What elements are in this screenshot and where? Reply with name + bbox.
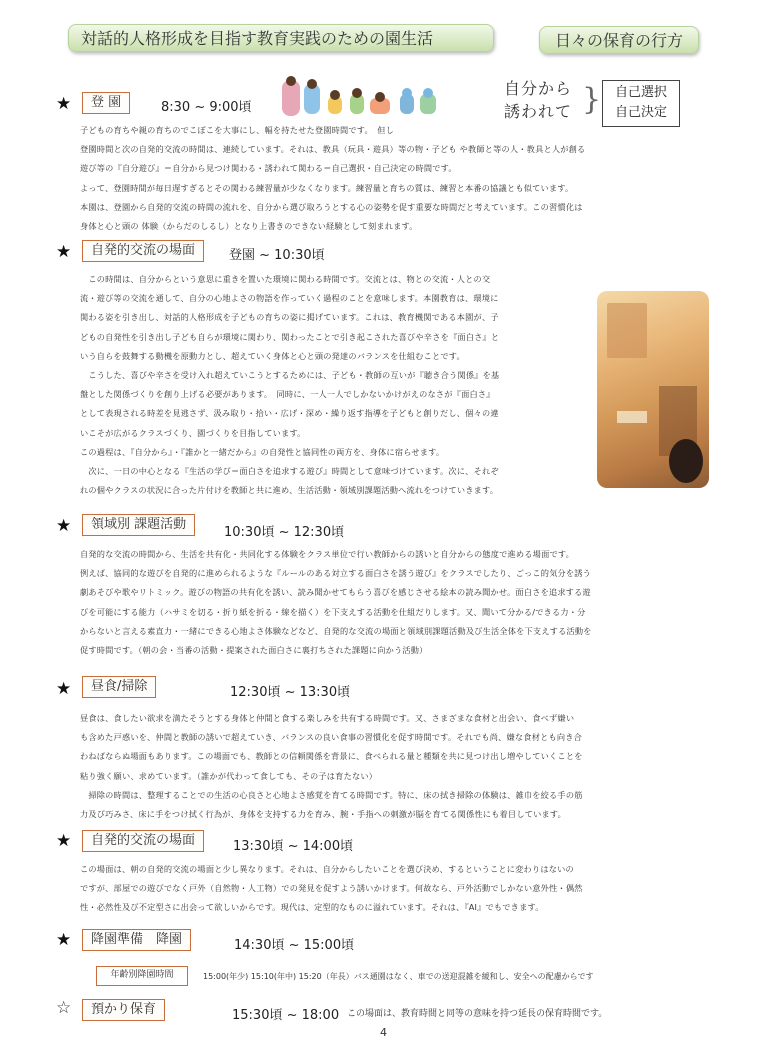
section-time-arrival: 8:30 ~ 9:00頃 <box>161 100 252 115</box>
star-icon: ★ <box>56 94 72 114</box>
text-line: として表現される時差を見逃さず、汲み取り・拾い・広げ・深め・繰り返す指導を子どもと創りだし、個々の違 <box>80 408 499 419</box>
section-label-arrival: 登 園 <box>82 92 130 114</box>
text-line: わねばならぬ場面もあります。この場面でも、教師との信頼関係を背景に、食べられる量と種類を共に見つけ出し増やしていくことを <box>80 751 583 762</box>
section-label-departure: 降園準備 降園 <box>82 929 191 951</box>
text-line: 本園は、登園から自発的交流の時間の流れを、自分から選び取ろうとする心の姿勢を促す重要な時間だと考えています。この習慣化は <box>80 201 583 212</box>
classroom-photo <box>597 291 709 488</box>
text-line: 促す時間です。（朝の会・当番の活動・提案された面白さに裏打ちされた課題に向かう活動） <box>80 644 428 655</box>
text-line: 身体と心と頭の 体験（からだのしるし）となり上書きのできない経験として刻まれます。 <box>80 220 418 231</box>
section-text-extended-care: この場面は、教育時間と同等の意味を持つ延長の保育時間です。 <box>347 1009 608 1019</box>
section-time-tasks: 10:30頃 ~ 12:30頃 <box>224 525 345 540</box>
text-line: 力及び巧みさ、床に手をつけ拭く行為が、身体を支持する力を育み、腕・手指への刺激が脳を育てる関係性にも着目しています。 <box>80 808 566 819</box>
text-line: どもの自発性を引き出し子ども自らが環境に関わり、関わったことで引き起こされた喜びや辛さを『面白さ』と <box>80 331 500 342</box>
text-line: 例えば、協同的な遊びを自発的に進められるような『ルールのある対立する面白さを誘う遊び』をクラスでしたり、ごっこ的気分を誘う <box>80 568 592 579</box>
text-line: 関わる姿を引き出し、対話的人格形成を子どもの育ちの姿に掲げています。これは、教育機関である本園が、子 <box>80 312 499 323</box>
age-departure-label: 年齢別降園時間 <box>96 966 188 986</box>
age-departure-text: 15:00(年少) 15:10(年中) 15:20（年長）バス通園はなく、車での送迎混雑を緩和し、安全への配慮からです <box>203 972 594 981</box>
page-number: 4 <box>380 1026 387 1039</box>
section-text-tasks <box>80 545 592 660</box>
section-time-lunch: 12:30頃 ~ 13:30頃 <box>230 685 351 700</box>
text-line: こうした、喜びや辛さを受け入れ超えていこうとするためには、子ども・教師の互いが『聴き合う関係』を基 <box>80 369 500 380</box>
section-text-arrival <box>80 121 585 236</box>
brace-icon: } <box>582 82 602 117</box>
text-line: 子どもの育ちや親の育ちのでこぼこを大事にし、幅を持たせた登園時間です。 但し <box>80 125 394 135</box>
section-label-lunch: 昼食/掃除 <box>82 676 156 698</box>
text-line: 遊び等の『自分遊び』＝自分から見つけ関わる・誘われて関わる＝自己選択・自己決定の時間です。 <box>80 163 457 174</box>
section-label-outdoor: 自発的交流の場面 <box>82 830 204 852</box>
text-line: 性・必然性及び不定型さに出会って欲しいからです。現代は、定型的なものに溢れています。それは、『AI』でもできます。 <box>80 902 544 913</box>
text-line: 粘り強く願い、求めています。（誰かが代わって食しても、その子は育たない） <box>80 770 378 781</box>
section-label-extended-care: 預かり保育 <box>82 999 165 1021</box>
text-line: も含めた戸惑いを、仲間と教師の誘いで超えていき、バランスの良い食事の習慣化を促す時間です。それでも尚、嫌な食材とも向き合 <box>80 732 583 743</box>
star-icon: ★ <box>56 242 72 262</box>
hollow-star-icon: ☆ <box>56 998 72 1018</box>
star-icon: ★ <box>56 930 72 950</box>
page-title: 対話的人格形成を目指す教育実践のための園生活 <box>68 24 494 52</box>
section-text-free-play <box>80 270 499 500</box>
self-line-2: 誘われて <box>504 102 573 121</box>
star-icon: ★ <box>56 679 72 699</box>
text-line: 次に、一日の中心となる『生活の学び＝面白さを追求する遊び』時間として意味づけています。次に、それぞ <box>80 465 499 476</box>
page-subtitle: 日々の保育の行方 <box>539 26 699 54</box>
self-choice-box <box>602 80 680 127</box>
text-line: この場面は、朝の自発的交流の場面と少し異なります。それは、自分からしたいことを選び決め、するということに変わりはないの <box>80 864 574 874</box>
star-icon: ★ <box>56 516 72 536</box>
text-line: 自発的な交流の時間から、生活を共有化・共同化する体験をクラス単位で行い教師からの誘いと自分からの態度で進める場面です。 <box>80 549 574 559</box>
text-line: いこそが広がるクラスづくり、園づくりを目指しています。 <box>80 427 306 438</box>
self-line-1: 自分から <box>504 79 573 98</box>
text-line: 盤とした関係づくりを創り上げる必要があります。 同時に、一人一人でしかないかけがえのなさが『面白さ』 <box>80 389 495 400</box>
text-line: 掃除の時間は、整理することでの生活の心良さと心地よさ感覚を育てる時間です。特に、床の拭き掃除の体験は、雑巾を絞る手の筋 <box>80 789 583 800</box>
text-line: 劇あそびや歌やリトミック。遊びの物語の共有化を誘い、読み聞かせてもらう喜びを感じさせる絵本の読み聞かせ。面白さを追求する遊 <box>80 587 591 598</box>
self-choice-label: 自己選択 <box>614 85 667 100</box>
text-line: からないと言える素直力・一緒にできる心地よさ体験などなど、自発的な交流の場面と領域別課題活動及び生活全体を下支えする活動を <box>80 625 592 636</box>
text-line: よって、登園時間が毎日遅すぎるとその関わる練習量が少なくなります。練習量と育ちの質は、練習と本番の協議とも似ています。 <box>80 182 574 193</box>
text-line: いう自らを鼓舞する動機を原動力とし、超えていく身体と心と頭の発達のバランスを仕組むことです。 <box>80 350 465 361</box>
star-icon: ★ <box>56 831 72 851</box>
text-line: びを可能にする能力（ハサミを切る・折り紙を折る・線を描く）を下支えする活動を仕組だりします。又、聞いて分かる/できる力・分 <box>80 606 586 617</box>
section-time-outdoor: 13:30頃 ~ 14:00頃 <box>233 839 354 854</box>
self-decision-label: 自己決定 <box>614 105 667 120</box>
text-line: ですが、部屋での遊びでなく戸外（自然物・人工物）での発見を促すよう誘いかけます。何故なら、戸外活動でしかない意外性・偶然 <box>80 883 583 894</box>
section-label-free-play: 自発的交流の場面 <box>82 240 204 262</box>
section-label-tasks: 領域別 課題活動 <box>82 514 195 536</box>
text-line: この時間は、自分からという意思に重きを置いた環境に関わる時間です。交流とは、物との交流・人との交 <box>80 274 491 284</box>
section-text-outdoor <box>80 860 583 918</box>
section-time-free-play: 登園 ~ 10:30頃 <box>229 248 325 263</box>
section-time-extended-care: 15:30頃 ~ 18:00 <box>232 1008 340 1023</box>
text-line: 登園時間と次の自発的交流の時間は、連続しています。それは、教具（玩具・遊具）等の物・子ども や教師と等の人・教具と人が創る <box>80 144 586 155</box>
text-line: 流・遊び等の交流を通して、自分の心地よさの物語を作っていく過程のことを意味します。本園教育は、環境に <box>80 293 499 304</box>
text-line: この過程は、『自分から』・『誰かと一緒だから』の自発性と協同性の両方を、身体に宿らせます。 <box>80 446 445 457</box>
children-illustration <box>278 76 450 120</box>
text-line: れの個やクラスの状況に合った片付けを教師と共に進め、生活活動・領域別課題活動へ流れをつけていきます。 <box>80 485 499 496</box>
text-line: 昼食は、食したい欲求を満たそうとする身体と仲間と食する楽しみを共有する時間です。又、さまざまな食材と出会い、食べず嫌い <box>80 713 575 723</box>
section-time-departure: 14:30頃 ~ 15:00頃 <box>234 938 355 953</box>
section-text-lunch <box>80 709 583 824</box>
